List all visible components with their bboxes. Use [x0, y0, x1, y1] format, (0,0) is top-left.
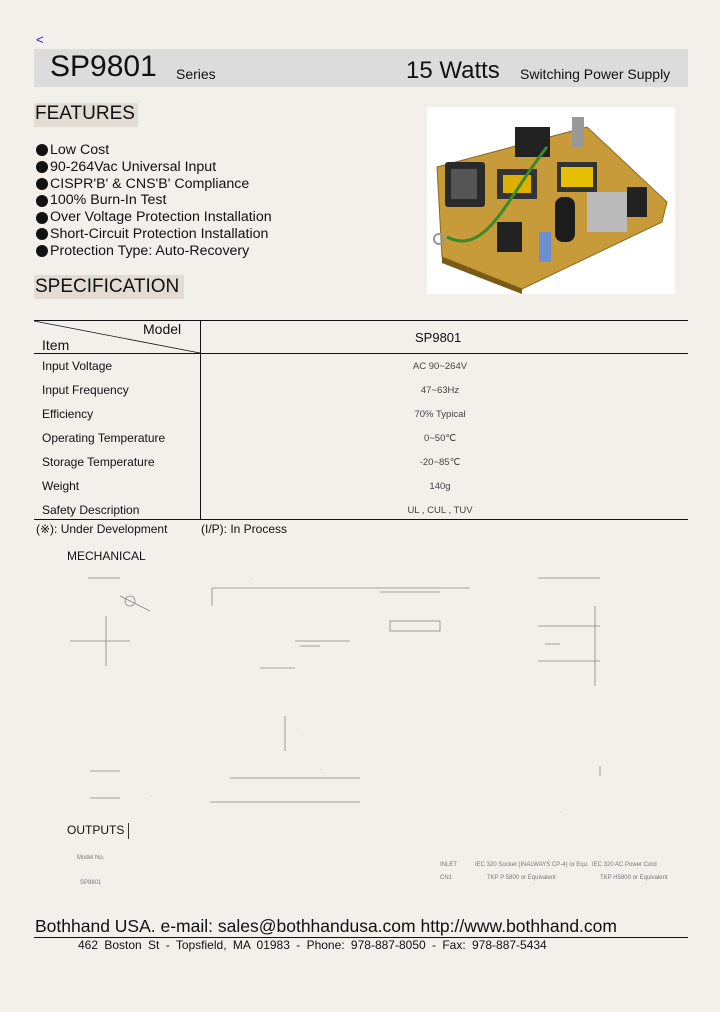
outputs-model-name: SP9801: [80, 880, 102, 886]
model-title: SP9801: [50, 50, 157, 83]
spec-row-value: 140g: [429, 481, 451, 492]
spec-row-label: Weight: [42, 479, 80, 493]
svg-text:·: ·: [300, 732, 302, 738]
specification-heading: SPECIFICATION: [35, 276, 180, 297]
spec-row-value: UL , CUL , TUV: [407, 505, 473, 516]
spec-row-value: 70% Typical: [414, 409, 466, 420]
spec-model-name: SP9801: [415, 330, 462, 345]
product-type-label: Switching Power Supply: [520, 66, 671, 82]
wattage-label: 15 Watts: [406, 57, 500, 84]
svg-text:·: ·: [320, 767, 322, 773]
feature-item: 90-264Vac Universal Input: [36, 159, 272, 176]
connector-row-type: TKP P 5800 or Equivalent: [487, 875, 556, 881]
spec-row-label: Input Frequency: [42, 383, 129, 397]
spec-header-item: Item: [42, 337, 70, 353]
connector-row-mate: IEC 320 AC Power Cord: [592, 862, 657, 868]
feature-item: CISPR'B' & CNS'B' Compliance: [36, 176, 272, 193]
mechanical-drawing: [60, 566, 680, 816]
features-list: [36, 142, 272, 260]
bullet-icon: [36, 245, 48, 257]
spec-row-value: AC 90~264V: [412, 361, 468, 372]
feature-item: 100% Burn-In Test: [36, 192, 272, 209]
bullet-icon: [36, 144, 48, 156]
feature-item: Low Cost: [36, 142, 272, 159]
feature-item: Over Voltage Protection Installation: [36, 209, 272, 226]
spec-row-label: Efficiency: [42, 407, 94, 421]
spec-row-label: Input Voltage: [42, 359, 113, 373]
outputs-heading: OUTPUTS: [67, 823, 125, 837]
back-link[interactable]: <: [36, 32, 44, 47]
spec-row-value: -20~85℃: [419, 457, 461, 468]
outputs-divider: [128, 823, 129, 839]
product-photo: [427, 107, 675, 294]
connector-row-mate: TKP H5800 or Equivalent: [600, 875, 668, 881]
spec-header-model: Model: [143, 321, 182, 337]
connector-row-type: IEC 320 Socket (INALWAYS CP-4) or Equ.: [475, 862, 589, 868]
svg-text:·: ·: [560, 810, 562, 816]
bullet-icon: [36, 161, 48, 173]
feature-item: Protection Type: Auto-Recovery: [36, 243, 272, 260]
note-under-development: (※): Under Development: [36, 522, 168, 536]
outputs-model-header: Model No.: [77, 855, 105, 861]
note-in-process: (I/P): In Process: [201, 522, 288, 536]
svg-text:·: ·: [150, 794, 152, 800]
bullet-icon: [36, 228, 48, 240]
bullet-icon: [36, 212, 48, 224]
features-heading: FEATURES: [35, 103, 135, 124]
connector-row-name: CN1: [440, 875, 453, 881]
svg-text:·: ·: [95, 576, 97, 582]
spec-row-label: Storage Temperature: [42, 455, 155, 469]
company-contact: Bothhand USA. e-mail: sales@bothhandusa.com http://www.bothhand.com: [35, 916, 617, 936]
spec-row-label: Operating Temperature: [42, 431, 166, 445]
bullet-icon: [36, 178, 48, 190]
outputs-table: [60, 845, 680, 895]
series-label: Series: [176, 66, 216, 82]
spec-row-value: 47~63Hz: [420, 385, 460, 396]
feature-item: Short-Circuit Protection Installation: [36, 226, 272, 243]
connector-row-name: INLET: [440, 862, 458, 868]
spec-row-label: Safety Description: [42, 503, 140, 517]
bullet-icon: [36, 195, 48, 207]
spec-row-value: 0~50℃: [423, 433, 457, 444]
company-address: 462 Boston St - Topsfield, MA 01983 - Phone: 978-887-8050 - Fax: 978-887-5434: [78, 938, 547, 952]
mechanical-heading: MECHANICAL: [67, 549, 146, 563]
svg-text:·: ·: [250, 576, 252, 582]
